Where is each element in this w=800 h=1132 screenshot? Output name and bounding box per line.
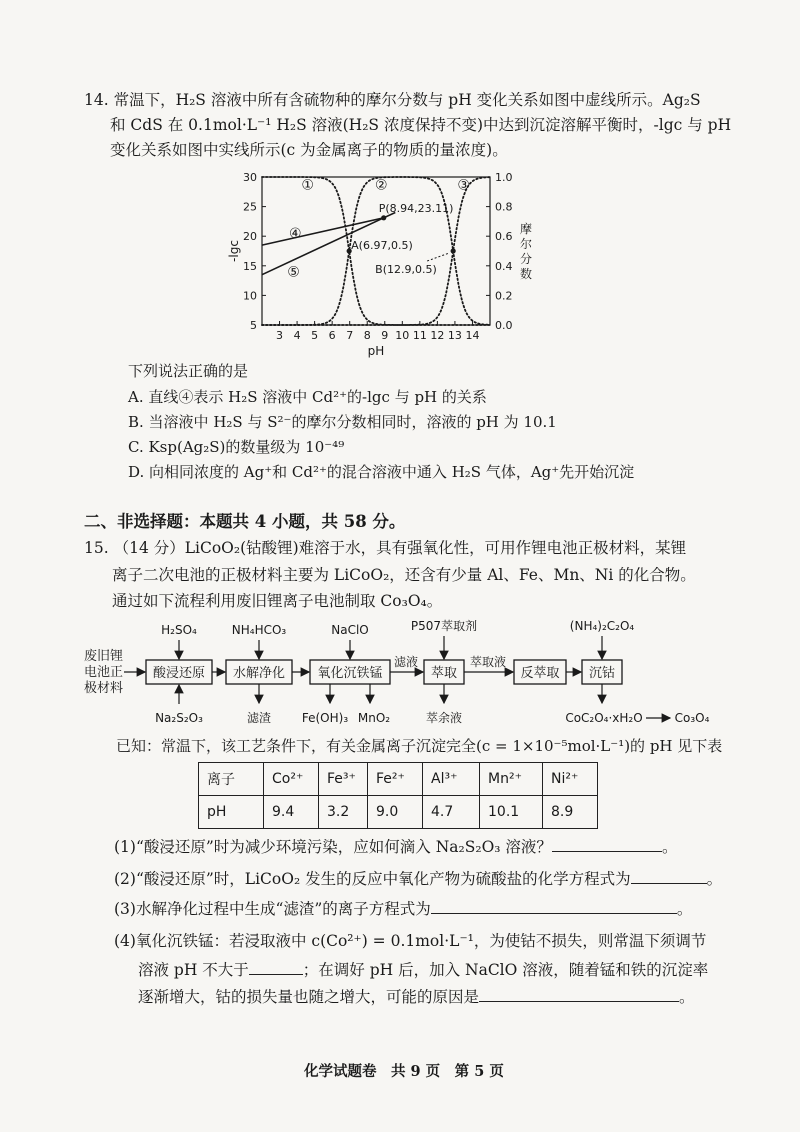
x-axis-title: pH — [367, 344, 385, 358]
flow-bottom-reagent: Na₂S₂O₃ — [155, 711, 203, 725]
q15-sub4-line1: (4)氧化沉铁锰：若浸取液中 c(Co²⁺) = 0.1mol·L⁻¹，为使钴不损失，则常温下须调节 — [114, 932, 707, 950]
q14-option-b: B. 当溶液中 H₂S 与 S²⁻的摩尔分数相同时，溶液的 pH 为 10.1 — [128, 413, 557, 431]
y-right-tick-label: 1.0 — [495, 171, 513, 184]
y-right-axis-title-char: 分 — [519, 252, 533, 266]
q15-line2: 离子二次电池的正极材料主要为 LiCoO₂，还含有少量 Al、Fe、Mn、Ni 的化合物。 — [112, 566, 696, 584]
point-b-pointer — [427, 253, 449, 261]
flow-output-4: 萃余液 — [425, 711, 463, 725]
table-cell: Fe³⁺ — [319, 763, 368, 796]
curve-label-5: ⑤ — [287, 264, 300, 281]
x-tick-label: 10 — [395, 329, 410, 342]
ph-table — [198, 762, 598, 829]
y-left-tick-label: 15 — [243, 259, 257, 273]
svg-text:酸浸还原: 酸浸还原 — [152, 666, 206, 681]
x-tick-label: 3 — [276, 329, 284, 342]
y-right-axis-title-char: 数 — [519, 267, 533, 281]
y-left-axis-title: -lgc — [227, 240, 241, 262]
q15-line1: 15. （14 分）LiCoO₂(钴酸锂)难溶于水，具有强氧化性，可用作锂电池正极材料，某锂 — [84, 539, 687, 557]
point-p-label: P(8.94,23.11) — [378, 201, 454, 215]
curve-label-4: ④ — [289, 226, 302, 243]
q14-option-d: D. 向相同浓度的 Ag⁺和 Cd²⁺的混合溶液中通入 H₂S 气体，Ag⁺先开始沉淀 — [128, 463, 635, 481]
flow-reagent-4: P507萃取剂 — [410, 619, 478, 633]
q15-sub2: (2)“酸浸还原”时，LiCoO₂ 发生的反应中氧化产物为硫酸盐的化学方程式为 。 — [114, 870, 723, 888]
q14-line2: 和 CdS 在 0.1mol·L⁻¹ H₂S 溶液(H₂S 浓度保持不变)中达到沉淀溶解平衡时，-lgc 与 pH — [110, 116, 732, 134]
x-tick-label: 9 — [381, 329, 389, 342]
table-cell: 3.2 — [319, 796, 368, 829]
y-left-tick-label: 5 — [250, 319, 257, 332]
q14-prompt: 下列说法正确的是 — [128, 362, 249, 380]
curve-label-2: ② — [374, 177, 388, 194]
flow-final: Co₃O₄ — [674, 711, 710, 725]
table-cell: 8.9 — [543, 796, 598, 829]
y-left-tick-label: 30 — [243, 171, 257, 184]
x-tick-label: 14 — [465, 329, 480, 342]
flow-arrow-label-2: 萃取液 — [469, 655, 507, 669]
y-right-axis-title-char: 尔 — [519, 237, 533, 251]
flow-output-3: MnO₂ — [357, 711, 391, 725]
flow-arrow-label-1: 滤液 — [393, 655, 419, 669]
y-left-tick-label: 25 — [243, 200, 257, 214]
chart — [226, 165, 533, 360]
svg-text:水解净化: 水解净化 — [232, 666, 286, 681]
table-cell: Al³⁺ — [423, 763, 480, 796]
point-b-label: B(12.9,0.5) — [375, 263, 437, 276]
y-left-tick-label: 20 — [243, 230, 257, 244]
point-a-label: A(6.97,0.5) — [351, 239, 413, 252]
flow-reagent-5: (NH₄)₂C₂O₄ — [569, 619, 635, 633]
y-right-tick-label: 0.8 — [495, 200, 513, 214]
flow-product: CoC₂O₄·xH₂O — [565, 711, 643, 725]
curve-label-1: ① — [301, 177, 314, 194]
x-tick-label: 8 — [363, 329, 371, 342]
point-p — [381, 215, 386, 220]
point-b — [451, 248, 456, 253]
page-footer: 化学试题卷 共 9 页 第 5 页 — [304, 1063, 504, 1080]
q14-option-c: C. Ksp(Ag₂S)的数量级为 10⁻⁴⁹ — [128, 438, 345, 456]
x-tick-label: 4 — [293, 329, 301, 342]
y-right-tick-label: 0.4 — [495, 259, 513, 273]
x-tick-label: 12 — [430, 329, 445, 342]
y-right-tick-label: 0.2 — [495, 289, 513, 303]
y-right-tick-label: 0.0 — [495, 319, 513, 332]
chart-labels — [227, 177, 532, 358]
y-right-axis-title-char: 摩 — [519, 222, 533, 236]
svg-text:沉钴: 沉钴 — [588, 666, 616, 681]
table-cell: Co²⁺ — [264, 763, 319, 796]
x-tick-label: 7 — [346, 329, 354, 342]
x-tick-label: 13 — [447, 329, 462, 342]
table-cell: 9.0 — [368, 796, 423, 829]
flow-output-2: Fe(OH)₃ — [301, 711, 349, 725]
table-cell: 10.1 — [480, 796, 543, 829]
table-cell: Fe²⁺ — [368, 763, 423, 796]
q15-known: 已知：常温下，该工艺条件下，有关金属离子沉淀完全(c = 1×10⁻⁵mol·L⁻¹)的 pH 见下表 — [116, 737, 723, 755]
flow-output-1: 滤渣 — [246, 711, 272, 725]
x-tick-label: 11 — [412, 329, 427, 342]
table-cell: Ni²⁺ — [543, 763, 598, 796]
svg-text:萃取: 萃取 — [430, 666, 458, 681]
flow-source-2: 电池正 — [84, 665, 124, 680]
chart-ticks — [243, 171, 513, 342]
flow-source-1: 废旧锂 — [84, 649, 124, 664]
curve-label-3: ③ — [457, 177, 470, 194]
x-tick-label: 5 — [311, 329, 319, 342]
svg-text:氧化沉铁锰: 氧化沉铁锰 — [317, 666, 383, 681]
q15-line3: 通过如下流程利用废旧锂离子电池制取 Co₃O₄。 — [112, 592, 443, 610]
flow-source-3: 极材料 — [84, 681, 124, 696]
q15-sub1: (1)“酸浸还原”时为减少环境污染，应如何滴入 Na₂S₂O₃ 溶液？ 。 — [114, 838, 678, 856]
flow-reagent-3: NaClO — [331, 623, 369, 637]
q14-option-a: A. 直线④表示 H₂S 溶液中 Cd²⁺的-lgc 与 pH 的关系 — [128, 388, 487, 406]
table-header-ion: 离子 — [199, 763, 264, 796]
q15-sub4-line2: 溶液 pH 不大于 ；在调好 pH 后，加入 NaClO 溶液，随着锰和铁的沉淀率 — [138, 961, 709, 979]
section-heading: 二、非选择题：本题共 4 小题，共 58 分。 — [84, 512, 406, 531]
table-cell: 9.4 — [264, 796, 319, 829]
q15-sub3: (3)水解净化过程中生成“滤渣”的离子方程式为 。 — [114, 900, 693, 918]
x-tick-label: 6 — [328, 329, 336, 342]
flow-reagent-1: H₂SO₄ — [161, 623, 197, 637]
flow-reagent-2: NH₄HCO₃ — [231, 623, 287, 637]
table-cell: 4.7 — [423, 796, 480, 829]
y-right-tick-label: 0.6 — [495, 230, 513, 244]
y-left-tick-label: 10 — [243, 289, 257, 303]
q14-line3: 变化关系如图中实线所示(c 为金属离子的物质的量浓度)。 — [110, 141, 508, 159]
table-header-ph: pH — [199, 796, 264, 829]
flow-diagram — [80, 612, 720, 730]
table-cell: Mn²⁺ — [480, 763, 543, 796]
q15-sub4-line3: 逐渐增大，钴的损失量也随之增大，可能的原因是 。 — [138, 988, 695, 1006]
svg-text:反萃取: 反萃取 — [520, 666, 560, 681]
q14-line1: 14. 常温下，H₂S 溶液中所有含硫物种的摩尔分数与 pH 变化关系如图中虚线所示。Ag₂S — [84, 91, 701, 109]
